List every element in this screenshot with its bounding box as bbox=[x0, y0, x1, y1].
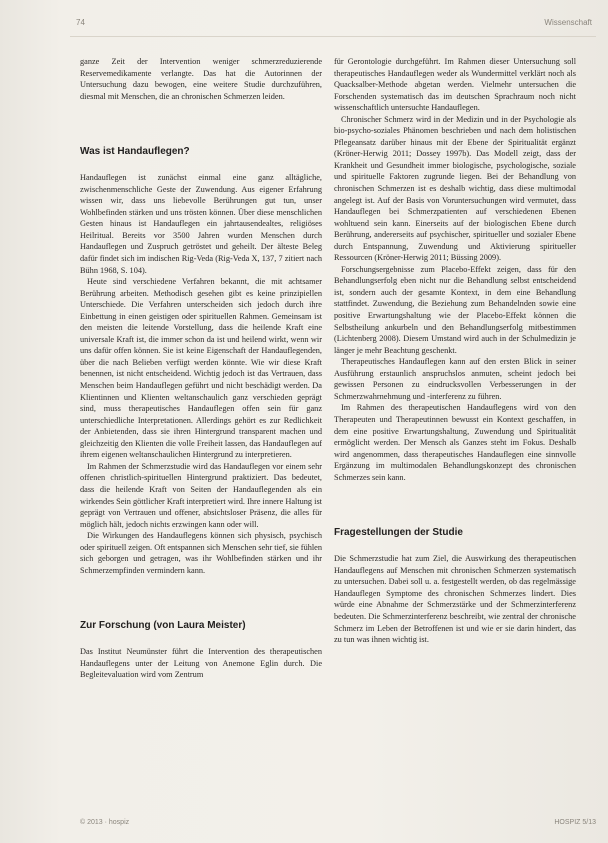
section-label: Wissenschaft bbox=[544, 18, 592, 27]
body-paragraph: Handauflegen ist zunächst einmal eine ganz alltägliche, zwischenmenschliche Geste der Zuwendung. Aus eigener Erfahrung wissen wir, dass uns liebevolle Berührungen gut tun, unser Wohlbefinden stärken und uns trösten können. Über diese menschlichen Gesten hinaus ist Handauflegen ein jahrtausendealtes, religiöses Heilritual. Bereits vor 3500 Jahren wurden Menschen durch Handauflegen und Zuspruch getröstet und geheilt. Der älteste Beleg dafür findet sich im indischen Rig-Veda (Rig-Veda X, 137, 7 zitiert nach Bühn 1968, S. 104). bbox=[80, 173, 322, 275]
body-paragraph: Im Rahmen der Schmerzstudie wird das Handauflegen vor einem sehr offenen christlich-spirituellen Hintergrund praktiziert. Das bedeutet, dass die heilende Kraft von Seiten der Handauflegenden als ein wirkendes Sein göttlicher Kraft interpretiert wird. Ihre innere Haltung ist geprägt von Vertrauen und offener, absichtsloser Präsenz, die alles für möglich hält, jedoch nichts erzwingen kann oder will. bbox=[80, 461, 322, 529]
section-heading-fragestellungen: Fragestellungen der Studie bbox=[334, 527, 463, 539]
body-paragraph: Therapeutisches Handauflegen kann auf den ersten Blick in seiner Ausführung erstaunlich anspruchslos anmuten, scheint jedoch bei gewissen Personen zu eindrucksvollen Verbesserungen in der Schmerzwahrnehmung und -interferenz zu führen. bbox=[334, 357, 576, 401]
body-paragraph: Heute sind verschiedene Verfahren bekannt, die mit achtsamer Berührung arbeiten. Methodisch gesehen gibt es keine prinzipiellen Unterschiede. Die Verfahren unterscheiden sich jedoch durch ihre Einbettung in einen geistigen oder spirituellen Rahmen. Gemeinsam ist den meisten die leitende Vorstellung, dass die heilende Kraft eine universale Kraft ist, die immer schon da ist und heilend wirkt, wenn wir uns dafür offen können. Sie ist keine Eigenschaft der Handauflegenden, über die nach Belieben verfügt werden könnte. Wie wir diese Kraft benennen, ist nicht entscheidend. Wichtig jedoch ist das Vertrauen, dass Menschen beim Handauflegen geführt und nicht beschädigt werden. Da Klientinnen und Klienten weltanschaulich ganz verschieden geprägt sind, muss therapeutisches Handauflegen offen sein für ganz unterschiedliche Interpretationen. Allerdings gehört es zur Redlichkeit der Anbietenden, dass sie ihren Hintergrund transparent machen und gleichzeitig den Klienten die volle Freiheit lassen, das Handauflegen auf ihrem eigenen weltanschaulichen Hintergrund zu interpretieren. bbox=[80, 277, 322, 460]
body-paragraph: Die Wirkungen des Handauflegens können sich physisch, psychisch oder spirituell zeigen. Oft entspannen sich Menschen sehr tief, sie fühlen sich geborgen und getragen, was ihr Wohlbefinden stärken und ihr Schmerzempfinden vermindern kann. bbox=[80, 531, 322, 575]
left-column bbox=[80, 56, 322, 681]
body-paragraph: Die Schmerzstudie hat zum Ziel, die Auswirkung des therapeutischen Handauflegens auf Menschen mit chronischen Schmerzen systematisch zu untersuchen. Dabei soll u. a. festgestellt werden, ob das regelmässige Handauflegen Symptome des chronischen Schmerzes lindert. Dies würde eine Abnahme der Schmerzstärke und der Schmerzinterferenz bedeuten. Die Schmerzinterferenz beschreibt, wie zentral der chronische Schmerz im Leben der Betroffenen ist und wie er sie darin hindert, das zu tun was ihnen wichtig ist. bbox=[334, 554, 576, 645]
body-paragraph: für Gerontologie durchgeführt. Im Rahmen dieser Untersuchung soll therapeutisches Handauflegen weder als Wundermittel verklärt noch als Quacksalber-Methode abgetan werden. Vielmehr untersuchen die Forschenden systematisch das im deutschen Sprachraum noch nicht wissenschaftlich untersuchte Handauflegen. bbox=[334, 57, 576, 113]
body-paragraph: Chronischer Schmerz wird in der Medizin und in der Psychologie als bio-psycho-soziales Phänomen beschrieben und nach dem holistischen Pflegeansatz darüber hinaus mit der Ebene der Spiritualität ergänzt (Kröner-Herwig 2011; Dossey 1997b). Das Modell zeigt, dass der Krankheit und Gesundheit immer biologische, psychologische, soziale und spirituelle Faktoren zugrunde liegen. Bei der Behandlung von chronischen Schmerzen ist es deshalb wichtig, dass diese multimodal angelegt ist. Auf der Basis von Voruntersuchungen wird vermutet, dass Handauflegen bei Schmerzpatienten auf verschiedenen Ebenen wohltuend sein kann. Einerseits auf der biologischen Ebene durch Berührung, andererseits auf psychischer, spiritueller und sozialer Ebene durch Entspannung, Zuwendung und Aktivierung spiritueller Ressourcen (Kröner-Herwig 2011; Büssing 2009). bbox=[334, 114, 576, 263]
body-paragraph: Im Rahmen des therapeutischen Handauflegens wird von den Therapeuten und Therapeutinnen bewusst ein Kontext geschaffen, in dem eine positive Erwartungshaltung, Zuwendung und Spiritualität ermöglicht werden. Der Mensch als Ganzes steht im Fokus. Deshalb wird angenommen, dass therapeutisches Handauflegen eine sinnvolle Ergänzung im multimodalen Behandlungskonzept des chronischen Schmerzes sein kann. bbox=[334, 403, 576, 482]
intro-paragraph: ganze Zeit der Intervention weniger schmerzreduzierende Reservemedikamente verlangte. Das hat die Autorinnen der Untersuchung dazu bewogen, eine weitere Studie durchzuführen, diesmal mit Menschen, die an chronischen Schmerzen leiden. bbox=[80, 57, 322, 101]
page-number: 74 bbox=[76, 18, 85, 27]
issue-label: HOSPIZ 5/13 bbox=[554, 819, 596, 826]
body-paragraph: Forschungsergebnisse zum Placebo-Effekt zeigen, dass für den Behandlungserfolg eben nicht nur die Behandlung selbst entscheidend ist, sondern auch der gesamte Kontext, in dem eine Behandlung stattfindet. Zuwendung, die Beziehung zum Behandelnden sowie eine positive Erwartungshaltung wie der Placebo-Effekt können die Selbstheilung ankurbeln und den Behandlungserfolg mitbestimmen (Lichtenberg 2008). Diesem Umstand wird auch in der Schulmedizin je länger je mehr Beachtung geschenkt. bbox=[334, 264, 576, 355]
right-column bbox=[334, 56, 576, 646]
body-paragraph: Das Institut Neumünster führt die Intervention des therapeutischen Handauflegens unter der Leitung von Anemone Eglin durch. Die Begleitevaluation wird vom Zentrum bbox=[80, 647, 322, 680]
section-heading-forschung: Zur Forschung (von Laura Meister) bbox=[80, 620, 246, 632]
section-heading-handauflegen: Was ist Handauflegen? bbox=[80, 146, 190, 158]
copyright-note: © 2013 · hospiz bbox=[80, 819, 130, 826]
header-rule bbox=[70, 36, 596, 37]
running-header bbox=[70, 14, 592, 32]
page-footer bbox=[80, 817, 596, 831]
